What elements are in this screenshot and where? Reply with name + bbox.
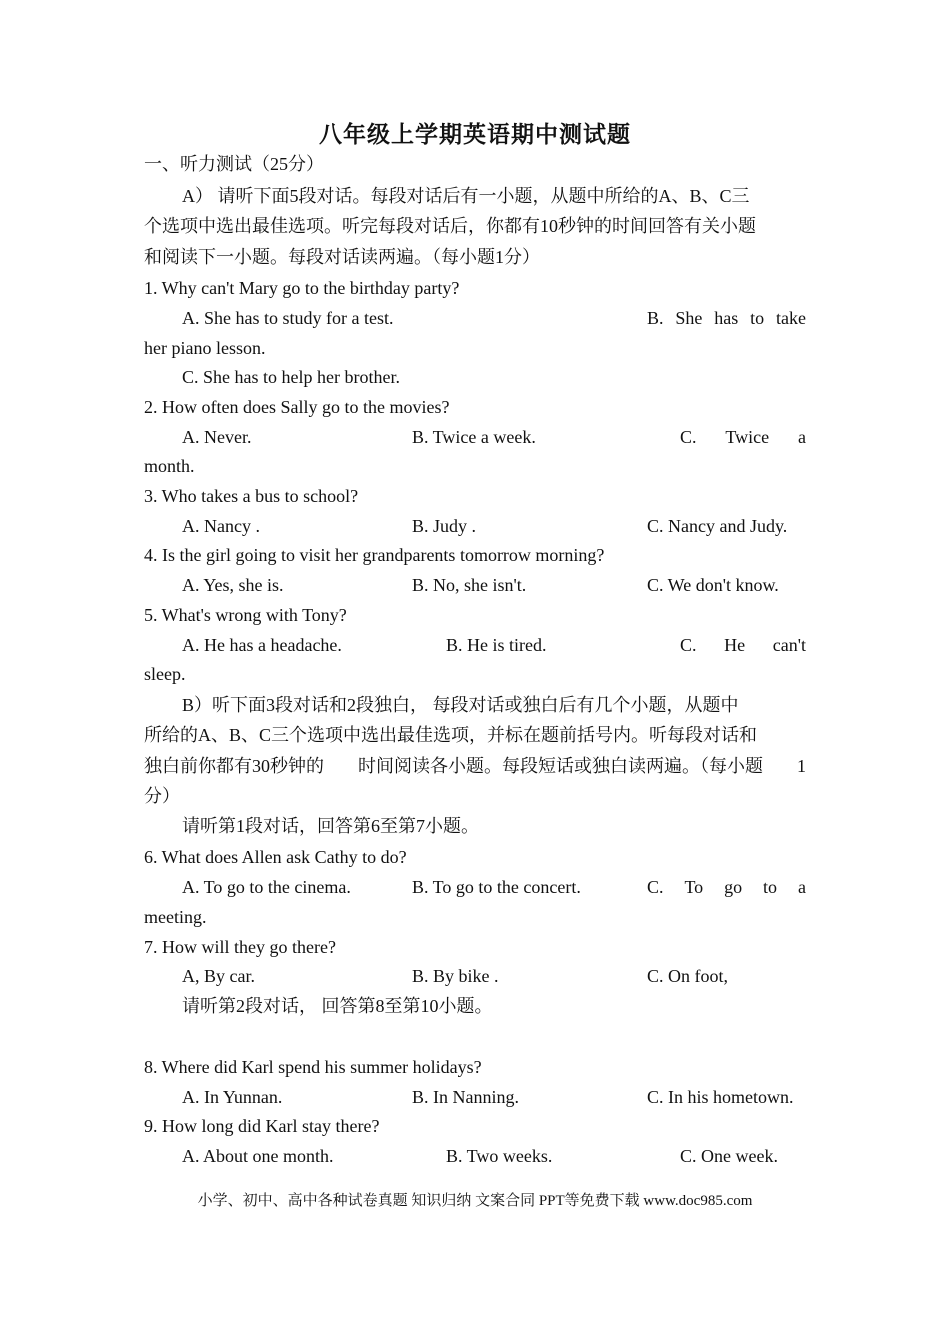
question-5-option-b: B. He is tired.	[446, 635, 547, 655]
question-1-stem: 1. Why can't Mary go to the birthday party?	[144, 278, 460, 298]
question-9-option-a: A. About one month.	[182, 1146, 334, 1166]
question-4-option-c: C. We don't know.	[647, 575, 779, 595]
question-5-stem: 5. What's wrong with Tony?	[144, 605, 347, 625]
question-4-option-b: B. No, she isn't.	[412, 575, 527, 595]
question-7-option-b: B. By bike .	[412, 966, 499, 986]
question-2-option-c-continued: month.	[144, 456, 195, 476]
question-1-option-c: C. She has to help her brother.	[182, 367, 400, 387]
question-9-option-b: B. Two weeks.	[446, 1146, 553, 1166]
question-7-stem: 7. How will they go there?	[144, 937, 336, 957]
question-9-option-c: C. One week.	[680, 1146, 778, 1166]
question-8-option-b: B. In Nanning.	[412, 1087, 519, 1107]
question-3-option-c: C. Nancy and Judy.	[647, 516, 788, 536]
question-1-option-a: A. She has to study for a test.	[182, 308, 394, 328]
partB-instruction-line1: B）听下面3段对话和2段独白， 每段对话或独白后有几个小题，从题中	[182, 695, 739, 715]
partB-instruction-line4: 分）	[144, 786, 180, 806]
question-8-option-c: C. In his hometown.	[647, 1087, 794, 1107]
question-3-option-a: A. Nancy .	[182, 516, 260, 536]
question-2-option-c: C. Twice a	[680, 427, 806, 447]
question-7-option-a: A, By car.	[182, 966, 255, 986]
question-8-option-a: A. In Yunnan.	[182, 1087, 283, 1107]
partA-instruction-line3: 和阅读下一小题。每段对话读两遍。（每小题1分）	[144, 247, 540, 267]
page-footer: 小学、初中、高中各种试卷真题 知识归纳 文案合同 PPT等免费下载 www.doc985.com	[197, 1193, 753, 1209]
question-5-option-a: A. He has a headache.	[182, 635, 342, 655]
question-4-option-a: A. Yes, she is.	[182, 575, 284, 595]
listen-dialogue-1-instruction: 请听第1段对话，回答第6至第7小题。	[182, 816, 479, 836]
partB-instruction-line2: 所给的A、B、C三个选项中选出最佳选项，并标在题前括号内。听每段对话和	[144, 725, 758, 745]
question-2-option-a: A. Never.	[182, 427, 252, 447]
section-heading-listening: 一、听力测试（25分）	[144, 154, 324, 174]
question-6-stem: 6. What does Allen ask Cathy to do?	[144, 847, 407, 867]
question-3-option-b: B. Judy .	[412, 516, 477, 536]
partB-instruction-line3: 独白前你都有30秒钟的 时间阅读各小题。每段短话或独白读两遍。（每小题 1	[144, 756, 806, 776]
question-8-stem: 8. Where did Karl spend his summer holidays?	[144, 1057, 482, 1077]
listen-dialogue-2-instruction: 请听第2段对话， 回答第8至第10小题。	[182, 996, 493, 1016]
question-7-option-c: C. On foot,	[647, 966, 728, 986]
question-6-option-c: C. To go to a	[647, 877, 806, 897]
question-3-stem: 3. Who takes a bus to school?	[144, 486, 359, 506]
question-1-option-b: B. She has to take	[647, 308, 806, 328]
page-title: 八年级上学期英语期中测试题	[319, 122, 631, 147]
question-4-stem: 4. Is the girl going to visit her grandparents tomorrow morning?	[144, 545, 605, 565]
question-2-option-b: B. Twice a week.	[412, 427, 536, 447]
question-9-stem: 9. How long did Karl stay there?	[144, 1116, 380, 1136]
question-6-option-a: A. To go to the cinema.	[182, 877, 351, 897]
question-6-option-c-continued: meeting.	[144, 907, 207, 927]
question-2-stem: 2. How often does Sally go to the movies?	[144, 397, 450, 417]
question-6-option-b: B. To go to the concert.	[412, 877, 581, 897]
question-1-option-b-continued: her piano lesson.	[144, 338, 266, 358]
question-5-option-c-continued: sleep.	[144, 664, 186, 684]
question-5-option-c: C. He can't	[680, 635, 806, 655]
partA-instruction-line1: A） 请听下面5段对话。每段对话后有一小题，从题中所给的A、B、C三	[182, 186, 750, 206]
partA-instruction-line2: 个选项中选出最佳选项。听完每段对话后，你都有10秒钟的时间回答有关小题	[144, 216, 756, 236]
